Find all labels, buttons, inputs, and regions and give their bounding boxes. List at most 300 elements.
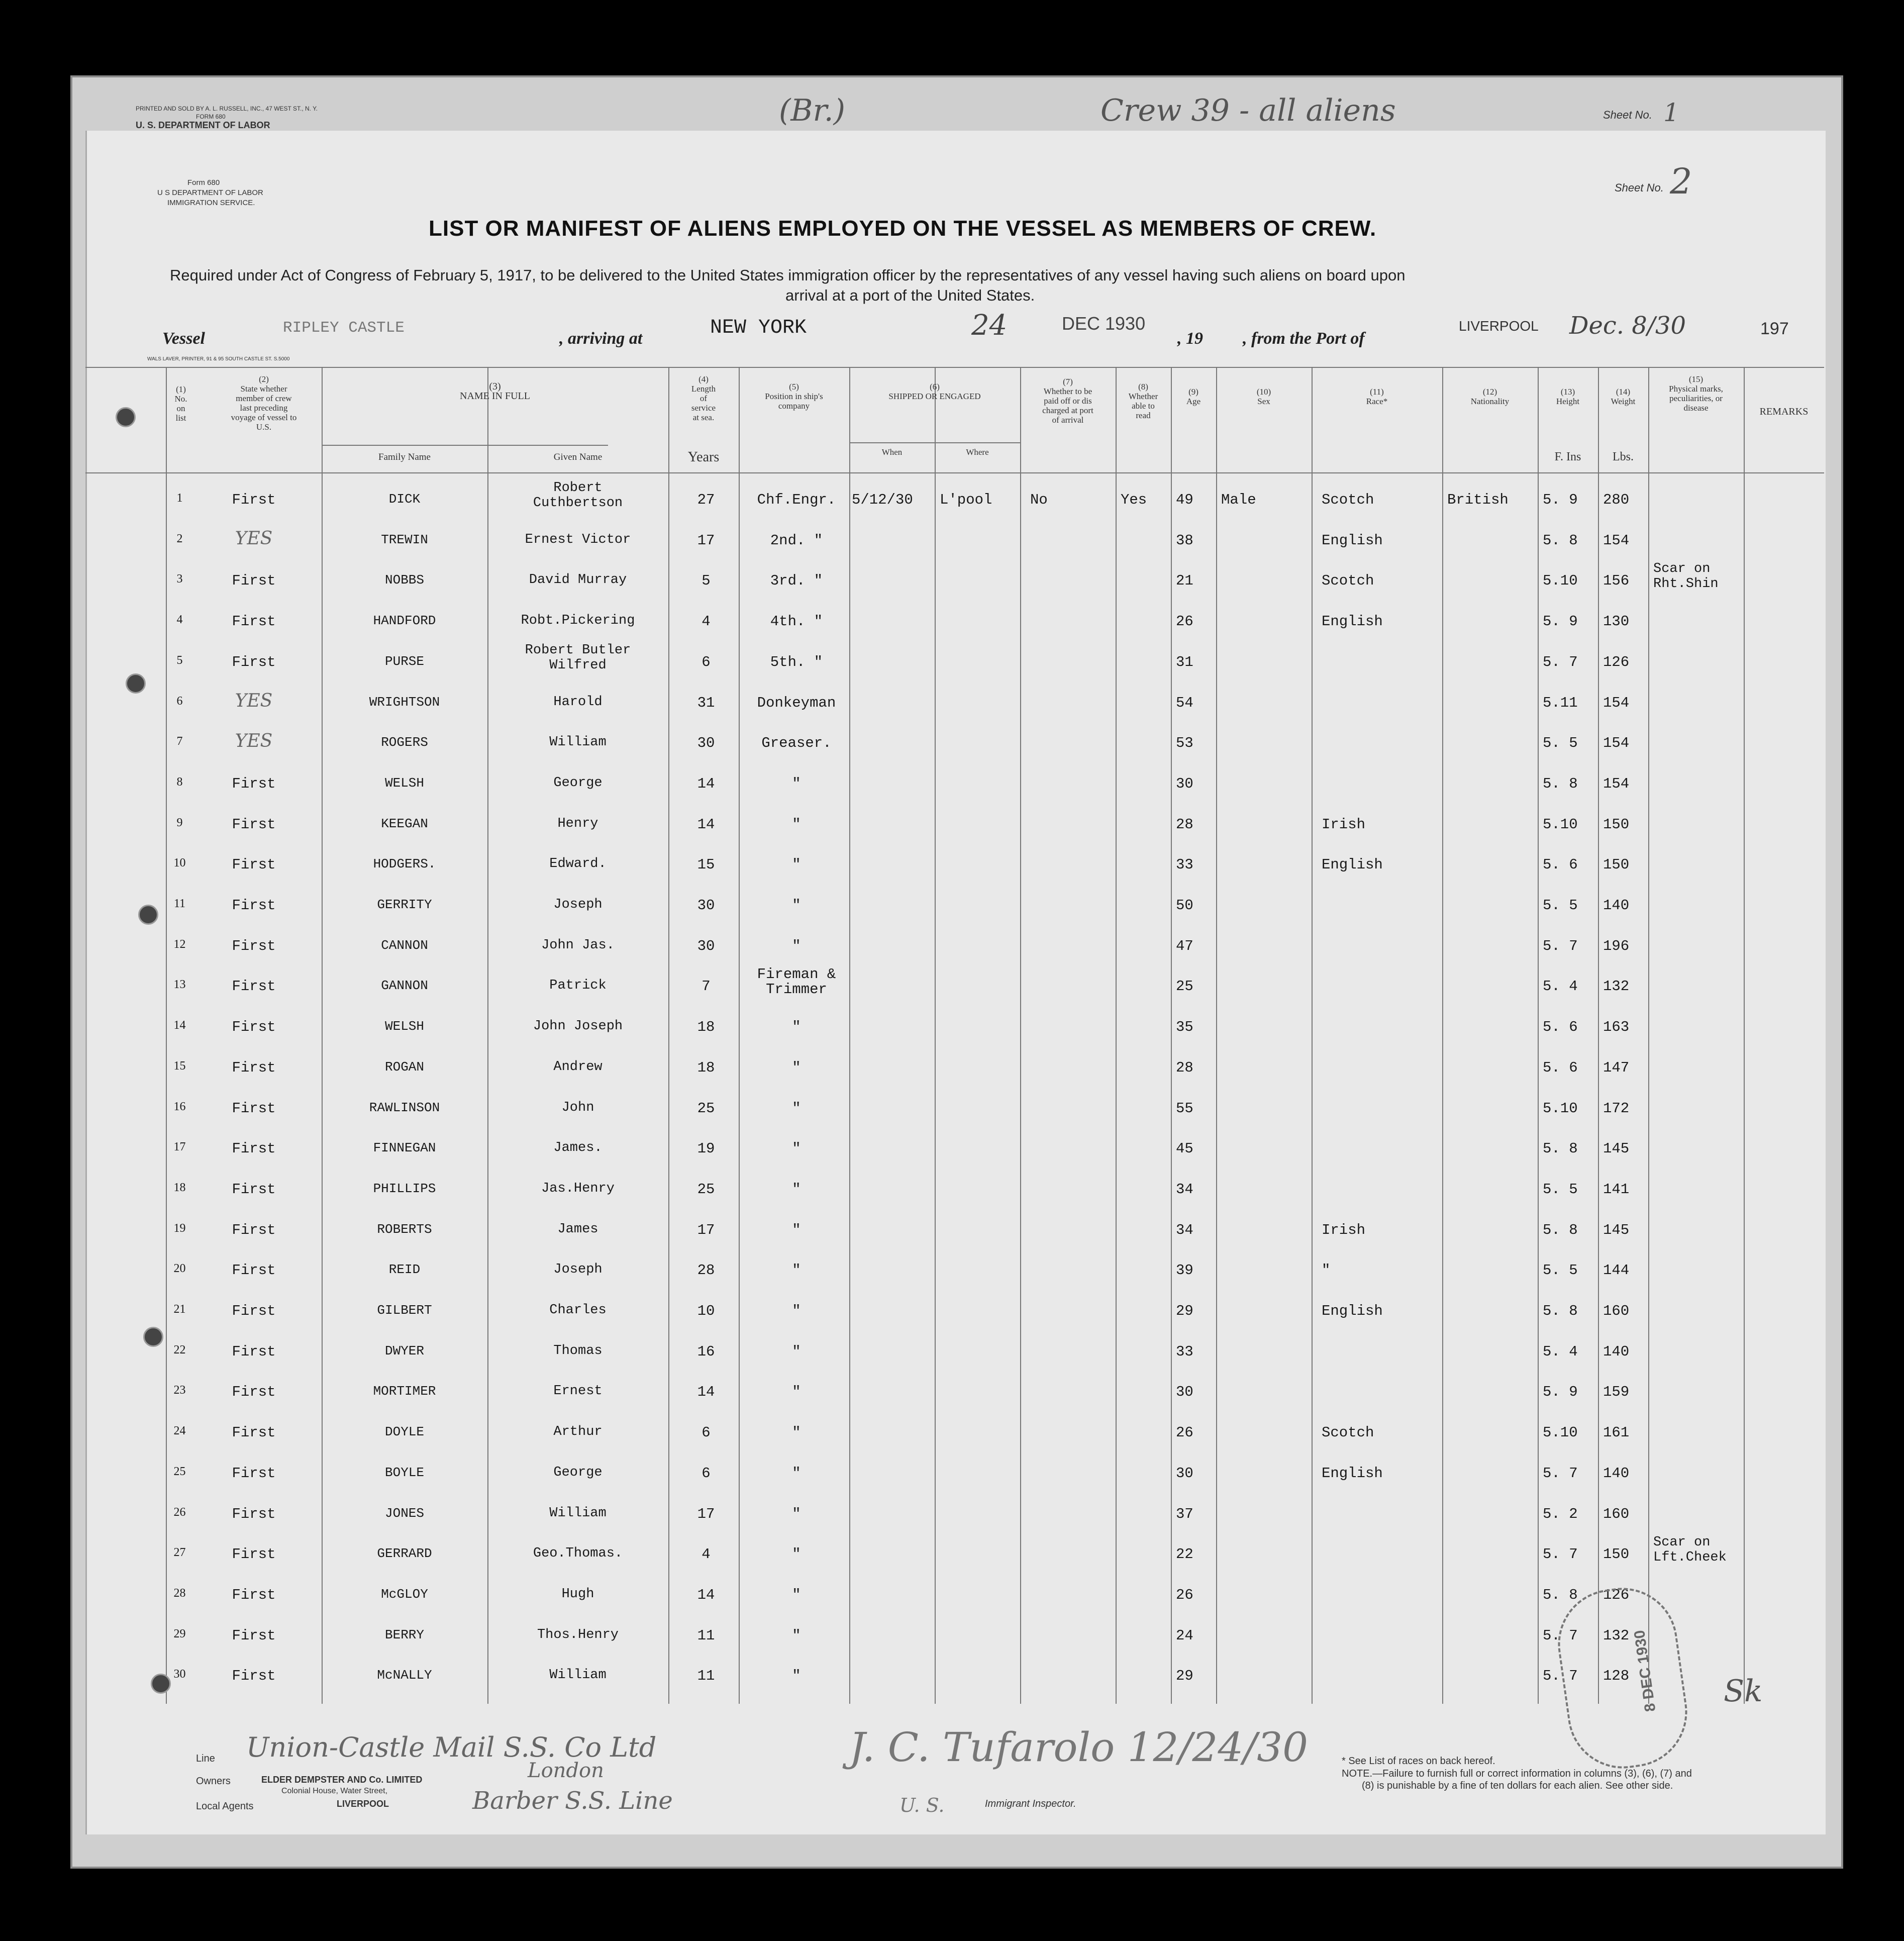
table-row bbox=[85, 1583, 1824, 1623]
row-given-name: Ernest bbox=[553, 1384, 603, 1399]
service-label: IMMIGRATION SERVICE. bbox=[167, 199, 255, 207]
row-family-name: DWYER bbox=[384, 1343, 424, 1358]
row-number: 1 bbox=[176, 492, 183, 505]
table-row bbox=[85, 1299, 1824, 1339]
col-sex: (10) Sex bbox=[1256, 387, 1271, 406]
binding-hole bbox=[151, 1674, 171, 1694]
row-state: First bbox=[232, 937, 276, 954]
row-weight: 147 bbox=[1603, 1059, 1630, 1076]
col-length: (4) Length of service at sea. bbox=[691, 374, 716, 422]
top-strip bbox=[85, 83, 1824, 128]
row-race: Scotch bbox=[1322, 572, 1374, 590]
row-age: 33 bbox=[1176, 856, 1193, 874]
table-row bbox=[85, 893, 1824, 934]
row-age: 50 bbox=[1176, 897, 1193, 914]
row-height: 5. 7 bbox=[1543, 1546, 1578, 1563]
row-years: 16 bbox=[697, 1343, 715, 1360]
footer bbox=[85, 1719, 1824, 1834]
table-row bbox=[85, 1177, 1824, 1218]
row-nationality: British bbox=[1447, 492, 1509, 508]
row-given-name: Hugh bbox=[561, 1586, 594, 1602]
row-number: 26 bbox=[173, 1505, 186, 1519]
row-weight: 154 bbox=[1603, 694, 1630, 711]
row-position: " bbox=[792, 1546, 801, 1563]
line-london: London bbox=[528, 1759, 604, 1782]
binding-hole bbox=[138, 905, 158, 925]
row-state: First bbox=[232, 1262, 276, 1279]
row-weight: 140 bbox=[1603, 1343, 1630, 1360]
row-age: 49 bbox=[1176, 492, 1193, 508]
row-state: First bbox=[232, 1100, 276, 1117]
row-family-name: MORTIMER bbox=[373, 1384, 436, 1399]
col-height-unit: F. Ins bbox=[1554, 450, 1581, 463]
row-number: 2 bbox=[176, 532, 183, 545]
row-age: 33 bbox=[1176, 1343, 1193, 1360]
row-number: 28 bbox=[173, 1586, 186, 1600]
row-family-name: McNALLY bbox=[377, 1668, 432, 1683]
row-race: Irish bbox=[1322, 1221, 1366, 1238]
row-family-name: RAWLINSON bbox=[369, 1100, 440, 1115]
row-weight: 154 bbox=[1603, 775, 1630, 792]
row-given-name: Geo.Thomas. bbox=[533, 1546, 623, 1562]
col-read: (8) Whether able to read bbox=[1128, 382, 1158, 420]
row-position: 5th. " bbox=[770, 653, 823, 670]
row-given-name: Jas.Henry bbox=[541, 1181, 615, 1196]
row-family-name: PHILLIPS bbox=[373, 1181, 436, 1196]
row-weight: 126 bbox=[1603, 653, 1630, 670]
form-code: FORM 680 bbox=[196, 113, 226, 120]
row-position: " bbox=[792, 1505, 801, 1522]
row-position: " bbox=[792, 1262, 801, 1279]
row-position: " bbox=[792, 1424, 801, 1441]
row-number: 10 bbox=[173, 856, 186, 870]
col-marks: (15) Physical marks, peculiarities, or disease bbox=[1669, 374, 1723, 413]
row-height: 5. 7 bbox=[1543, 1627, 1578, 1644]
col-shipped: (6) SHIPPED OR ENGAGED bbox=[888, 382, 981, 401]
row-state: First bbox=[232, 1343, 276, 1360]
row-given-name: George bbox=[553, 1465, 603, 1480]
row-number: 6 bbox=[176, 694, 183, 708]
row-weight: 159 bbox=[1603, 1384, 1630, 1401]
row-years: 6 bbox=[702, 653, 711, 670]
row-height: 5. 7 bbox=[1543, 1465, 1578, 1482]
table-row bbox=[85, 771, 1824, 812]
row-state: First bbox=[232, 816, 276, 833]
inspector-signature: J. C. Tufarolo 12/24/30 bbox=[849, 1724, 1309, 1771]
table-row bbox=[85, 1055, 1824, 1096]
row-weight: 150 bbox=[1603, 856, 1630, 874]
row-height: 5. 4 bbox=[1543, 978, 1578, 995]
row-given-name: Robert Cuthbertson bbox=[533, 480, 623, 511]
row-number: 22 bbox=[173, 1343, 186, 1356]
row-position: " bbox=[792, 1668, 801, 1685]
row-given-name: David Murray bbox=[529, 572, 627, 588]
row-number: 13 bbox=[173, 978, 186, 992]
row-years: 4 bbox=[702, 613, 711, 630]
row-family-name: PURSE bbox=[384, 653, 424, 669]
row-state: First bbox=[232, 1586, 276, 1603]
table-row bbox=[85, 1258, 1824, 1299]
table-row bbox=[85, 528, 1824, 569]
row-given-name: Thos.Henry bbox=[537, 1627, 619, 1642]
row-position: " bbox=[792, 1343, 801, 1360]
row-given-name: Thomas bbox=[553, 1343, 603, 1358]
row-years: 17 bbox=[697, 532, 715, 549]
from-port: LIVERPOOL bbox=[1459, 318, 1539, 334]
row-state: First bbox=[232, 897, 276, 914]
table-row bbox=[85, 1420, 1824, 1461]
arriving-port: NEW YORK bbox=[710, 317, 807, 339]
row-race: English bbox=[1322, 1303, 1383, 1319]
row-paid-off: No bbox=[1030, 492, 1048, 508]
table-row bbox=[85, 642, 1824, 691]
row-position: 3rd. " bbox=[770, 572, 823, 590]
row-height: 5. 8 bbox=[1543, 1303, 1578, 1319]
row-position: " bbox=[792, 937, 801, 954]
date-stamp: 8 DEC 1930 bbox=[1551, 1581, 1694, 1776]
row-age: 35 bbox=[1176, 1019, 1193, 1036]
row-age: 34 bbox=[1176, 1181, 1193, 1198]
table-row bbox=[85, 1015, 1824, 1055]
row-position: " bbox=[792, 816, 801, 833]
col-when: When bbox=[881, 447, 903, 457]
row-weight: 280 bbox=[1603, 492, 1630, 508]
row-weight: 141 bbox=[1603, 1181, 1630, 1198]
printer-line: PRINTED AND SOLD BY A. L. RUSSELL, INC., 47 WEST ST., N. Y. bbox=[136, 105, 318, 112]
printer-small: WALS LAVER, PRINTER, 91 & 95 SOUTH CASTLE ST. S.5000 bbox=[147, 356, 290, 362]
row-state: YES bbox=[235, 690, 273, 711]
arrival-date-stamp: DEC 1930 bbox=[1062, 313, 1146, 334]
row-years: 18 bbox=[697, 1019, 715, 1036]
row-race: English bbox=[1322, 613, 1383, 630]
agents-label: Local Agents bbox=[196, 1801, 254, 1812]
row-weight: 144 bbox=[1603, 1262, 1630, 1279]
row-race: English bbox=[1322, 532, 1383, 549]
row-height: 5.10 bbox=[1543, 816, 1578, 833]
row-family-name: TREWIN bbox=[381, 532, 428, 547]
row-age: 26 bbox=[1176, 1424, 1193, 1441]
row-position: Fireman & Trimmer bbox=[757, 966, 836, 998]
row-height: 5. 7 bbox=[1543, 937, 1578, 954]
col-state: (2) State whether member of crew last preceding voyage of vessel to U.S. bbox=[231, 374, 297, 432]
arriving-label: , arriving at bbox=[559, 329, 643, 348]
row-family-name: CANNON bbox=[381, 937, 428, 953]
table-row bbox=[85, 1502, 1824, 1542]
table-row bbox=[85, 1096, 1824, 1137]
row-years: 7 bbox=[702, 978, 711, 995]
row-family-name: GANNON bbox=[381, 978, 428, 994]
row-height: 5. 6 bbox=[1543, 856, 1578, 874]
row-weight: 160 bbox=[1603, 1505, 1630, 1522]
sheet-value: 2 bbox=[1670, 161, 1692, 202]
note-penalty-1: NOTE.—Failure to furnish full or correct information in columns (3), (6), (7) and bbox=[1342, 1768, 1692, 1779]
row-number: 15 bbox=[173, 1059, 186, 1073]
row-family-name: GERRARD bbox=[377, 1546, 432, 1562]
row-position: 2nd. " bbox=[770, 532, 823, 549]
row-where: L'pool bbox=[940, 492, 992, 508]
row-height: 5. 9 bbox=[1543, 492, 1578, 508]
row-weight: 154 bbox=[1603, 735, 1630, 752]
row-state: First bbox=[232, 1019, 276, 1036]
row-years: 6 bbox=[702, 1465, 711, 1482]
arrival-day: 24 bbox=[971, 309, 1008, 342]
row-height: 5. 8 bbox=[1543, 1586, 1578, 1603]
br-note: (Br.) bbox=[779, 93, 846, 128]
row-years: 25 bbox=[697, 1181, 715, 1198]
row-given-name: James. bbox=[553, 1140, 603, 1156]
row-given-name: Andrew bbox=[553, 1059, 603, 1075]
row-family-name: WELSH bbox=[384, 1019, 424, 1034]
col-weight: (14) Weight bbox=[1611, 387, 1636, 406]
row-height: 5. 9 bbox=[1543, 613, 1578, 630]
row-weight: 156 bbox=[1603, 572, 1630, 590]
row-weight: 126 bbox=[1603, 1586, 1630, 1603]
row-when: 5/12/30 bbox=[852, 492, 913, 508]
row-number: 16 bbox=[173, 1100, 186, 1113]
row-age: 30 bbox=[1176, 1465, 1193, 1482]
row-given-name: Ernest Victor bbox=[525, 532, 631, 547]
table-row bbox=[85, 966, 1824, 1015]
row-weight: 154 bbox=[1603, 532, 1630, 549]
binding-hole bbox=[143, 1327, 163, 1347]
row-state: First bbox=[232, 1505, 276, 1522]
col-family: Family Name bbox=[378, 452, 431, 462]
row-age: 37 bbox=[1176, 1505, 1193, 1522]
row-age: 39 bbox=[1176, 1262, 1193, 1279]
row-state: First bbox=[232, 1221, 276, 1238]
row-weight: 150 bbox=[1603, 816, 1630, 833]
row-height: 5. 7 bbox=[1543, 1668, 1578, 1685]
row-age: 26 bbox=[1176, 1586, 1193, 1603]
row-state: First bbox=[232, 492, 276, 508]
row-position: " bbox=[792, 1019, 801, 1036]
row-number: 14 bbox=[173, 1019, 186, 1032]
table-row bbox=[85, 812, 1824, 853]
table-row bbox=[85, 1380, 1824, 1420]
col-given: Given Name bbox=[553, 452, 603, 462]
row-position: Donkeyman bbox=[757, 694, 836, 711]
row-height: 5. 5 bbox=[1543, 897, 1578, 914]
row-position: " bbox=[792, 856, 801, 874]
row-weight: 161 bbox=[1603, 1424, 1630, 1441]
row-state: First bbox=[232, 1181, 276, 1198]
row-height: 5. 5 bbox=[1543, 735, 1578, 752]
owners-label: Owners bbox=[196, 1776, 231, 1787]
row-weight: 128 bbox=[1603, 1668, 1630, 1685]
row-weight: 172 bbox=[1603, 1100, 1630, 1117]
row-given-name: William bbox=[549, 735, 607, 750]
manifest-table bbox=[85, 367, 1824, 1709]
row-height: 5. 9 bbox=[1543, 1384, 1578, 1401]
from-label: , from the Port of bbox=[1243, 329, 1365, 348]
row-age: 30 bbox=[1176, 775, 1193, 792]
row-state: First bbox=[232, 1668, 276, 1685]
row-family-name: REID bbox=[388, 1262, 421, 1278]
row-number: 25 bbox=[173, 1465, 186, 1478]
row-number: 29 bbox=[173, 1627, 186, 1640]
agents-value: Barber S.S. Line bbox=[472, 1787, 673, 1815]
row-age: 47 bbox=[1176, 937, 1193, 954]
row-years: 30 bbox=[697, 735, 715, 752]
col-nationality: (12) Nationality bbox=[1470, 387, 1510, 406]
row-position: " bbox=[792, 1465, 801, 1482]
row-position: Chf.Engr. bbox=[757, 492, 836, 508]
row-given-name: Harold bbox=[553, 694, 603, 710]
row-state: YES bbox=[235, 528, 273, 549]
form-number: Form 680 bbox=[187, 178, 220, 187]
row-family-name: ROGERS bbox=[381, 735, 428, 750]
required-line-1: Required under Act of Congress of February 5, 1917, to be delivered to the United States immigration officer by the representatives of any vessel having such aliens on board upon bbox=[170, 266, 1406, 284]
row-height: 5. 6 bbox=[1543, 1059, 1578, 1076]
table-row bbox=[85, 852, 1824, 893]
row-state: First bbox=[232, 1465, 276, 1482]
row-weight: 132 bbox=[1603, 978, 1630, 995]
row-age: 29 bbox=[1176, 1303, 1193, 1319]
row-weight: 145 bbox=[1603, 1221, 1630, 1238]
row-years: 19 bbox=[697, 1140, 715, 1157]
row-number: 17 bbox=[173, 1140, 186, 1154]
row-height: 5. 7 bbox=[1543, 653, 1578, 670]
row-years: 4 bbox=[702, 1546, 711, 1563]
row-given-name: William bbox=[549, 1668, 607, 1683]
row-height: 5. 5 bbox=[1543, 1181, 1578, 1198]
row-family-name: GERRITY bbox=[377, 897, 432, 912]
row-state: First bbox=[232, 653, 276, 670]
col-no: (1) No. on list bbox=[174, 384, 187, 423]
row-state: First bbox=[232, 1424, 276, 1441]
table-row bbox=[85, 1535, 1824, 1583]
row-family-name: ROBERTS bbox=[377, 1221, 432, 1237]
row-years: 11 bbox=[697, 1627, 715, 1644]
col-weight-unit: Lbs. bbox=[1613, 450, 1634, 463]
row-given-name: Joseph bbox=[553, 1262, 603, 1278]
table-row bbox=[85, 691, 1824, 731]
line-label: Line bbox=[196, 1753, 215, 1764]
row-position: " bbox=[792, 1303, 801, 1319]
col-race: (11) Race* bbox=[1366, 387, 1388, 406]
row-years: 25 bbox=[697, 1100, 715, 1117]
row-years: 31 bbox=[697, 694, 715, 711]
row-family-name: FINNEGAN bbox=[373, 1140, 436, 1156]
row-position: " bbox=[792, 1384, 801, 1401]
row-position: " bbox=[792, 1221, 801, 1238]
row-state: First bbox=[232, 613, 276, 630]
row-weight: 163 bbox=[1603, 1019, 1630, 1036]
row-age: 28 bbox=[1176, 816, 1193, 833]
row-age: 53 bbox=[1176, 735, 1193, 752]
col-name: (3) NAME IN FULL bbox=[460, 381, 530, 402]
row-state: First bbox=[232, 775, 276, 792]
row-years: 28 bbox=[697, 1262, 715, 1279]
row-height: 5. 8 bbox=[1543, 532, 1578, 549]
row-age: 25 bbox=[1176, 978, 1193, 995]
col-where: Where bbox=[966, 447, 989, 457]
table-row bbox=[85, 1339, 1824, 1380]
manifest-title: LIST OR MANIFEST OF ALIENS EMPLOYED ON THE VESSEL AS MEMBERS OF CREW. bbox=[429, 216, 1377, 241]
row-race: English bbox=[1322, 856, 1383, 874]
row-height: 5. 8 bbox=[1543, 1221, 1578, 1238]
col-height: (13) Height bbox=[1556, 387, 1580, 406]
row-state: First bbox=[232, 856, 276, 874]
from-date: Dec. 8/30 bbox=[1569, 312, 1686, 340]
row-age: 34 bbox=[1176, 1221, 1193, 1238]
row-height: 5.10 bbox=[1543, 1424, 1578, 1441]
row-family-name: BERRY bbox=[384, 1627, 424, 1642]
us-label: U. S. bbox=[899, 1794, 945, 1816]
sheet-label-top: Sheet No. bbox=[1603, 109, 1652, 121]
row-family-name: ROGAN bbox=[384, 1059, 424, 1075]
row-given-name: George bbox=[553, 775, 603, 791]
row-number: 24 bbox=[173, 1424, 186, 1438]
row-position: " bbox=[792, 775, 801, 792]
row-weight: 130 bbox=[1603, 613, 1630, 630]
row-race: Scotch bbox=[1322, 492, 1374, 508]
owners-address: Colonial House, Water Street, bbox=[281, 1787, 388, 1795]
row-given-name: Robt.Pickering bbox=[521, 613, 635, 629]
row-race: " bbox=[1322, 1262, 1331, 1279]
col-remarks: REMARKS bbox=[1759, 406, 1809, 417]
binding-hole bbox=[126, 673, 146, 694]
row-age: 38 bbox=[1176, 532, 1193, 549]
row-race: Irish bbox=[1322, 816, 1366, 833]
row-weight: 150 bbox=[1603, 1546, 1630, 1563]
row-weight: 196 bbox=[1603, 937, 1630, 954]
sheet-label: Sheet No. bbox=[1615, 181, 1664, 194]
row-given-name: John Jas. bbox=[541, 937, 615, 953]
row-state: First bbox=[232, 1303, 276, 1319]
row-position: Greaser. bbox=[761, 735, 832, 752]
row-family-name: GILBERT bbox=[377, 1303, 432, 1318]
col-position: (5) Position in ship's company bbox=[765, 382, 823, 411]
crew-note: Crew 39 - all aliens bbox=[1100, 93, 1396, 128]
row-given-name: Edward. bbox=[549, 856, 607, 872]
row-race: Scotch bbox=[1322, 1424, 1374, 1441]
row-height: 5. 6 bbox=[1543, 1019, 1578, 1036]
row-number: 30 bbox=[173, 1668, 186, 1681]
row-height: 5.10 bbox=[1543, 1100, 1578, 1117]
table-row bbox=[85, 934, 1824, 975]
table-row bbox=[85, 1461, 1824, 1502]
row-number: 21 bbox=[173, 1303, 186, 1316]
col-length-unit: Years bbox=[687, 449, 720, 465]
row-family-name: HANDFORD bbox=[373, 613, 436, 629]
note-races: * See List of races on back hereof. bbox=[1342, 1756, 1495, 1767]
row-weight: 140 bbox=[1603, 1465, 1630, 1482]
initials: Sk bbox=[1724, 1674, 1763, 1709]
row-position: " bbox=[792, 1140, 801, 1157]
row-position: " bbox=[792, 1059, 801, 1076]
row-state: First bbox=[232, 1627, 276, 1644]
row-sex: Male bbox=[1221, 492, 1256, 508]
row-weight: 145 bbox=[1603, 1140, 1630, 1157]
row-family-name: BOYLE bbox=[384, 1465, 424, 1480]
row-family-name: KEEGAN bbox=[381, 816, 428, 831]
row-given-name: Patrick bbox=[549, 978, 607, 994]
row-given-name: Charles bbox=[549, 1303, 607, 1318]
row-age: 29 bbox=[1176, 1668, 1193, 1685]
owners-value: ELDER DEMPSTER AND Co. LIMITED bbox=[261, 1775, 423, 1785]
row-number: 9 bbox=[176, 816, 183, 829]
row-state: YES bbox=[235, 731, 273, 752]
sheet-value-top: 1 bbox=[1663, 98, 1679, 127]
row-marks: Scar on Rht.Shin bbox=[1653, 561, 1719, 592]
inspector-label: Immigrant Inspector. bbox=[985, 1798, 1076, 1809]
row-state: First bbox=[232, 978, 276, 995]
table-row bbox=[85, 480, 1824, 528]
row-given-name: James bbox=[557, 1221, 598, 1237]
binding-hole bbox=[116, 407, 136, 427]
row-age: 24 bbox=[1176, 1627, 1193, 1644]
